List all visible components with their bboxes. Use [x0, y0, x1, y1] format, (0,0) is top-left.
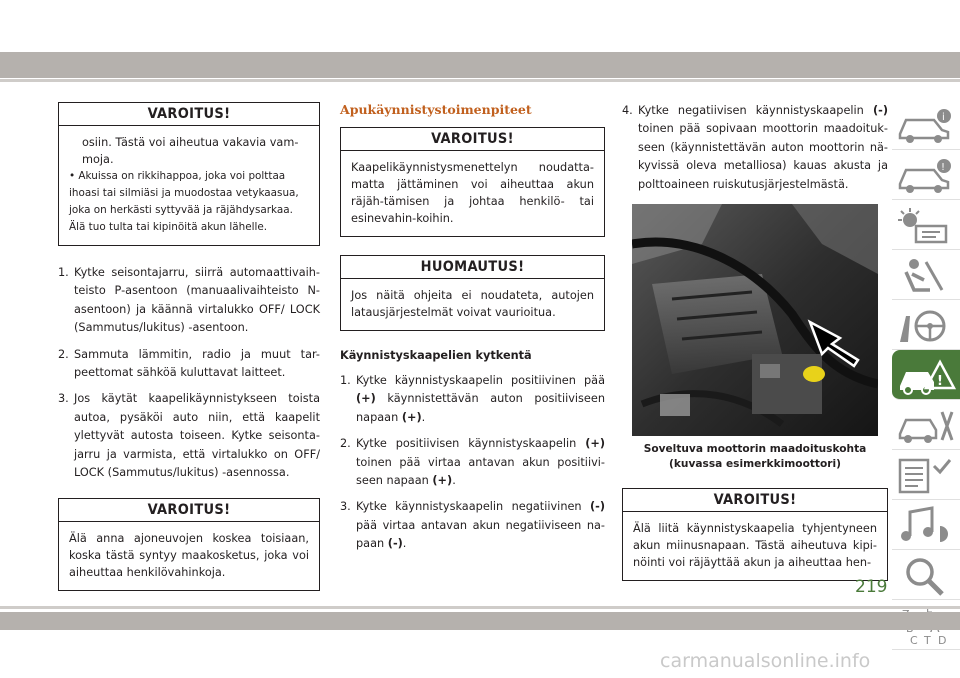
caution-text: Jos näitä ohjeita ei noudateta, autojen latausjärjestelmät voivat vaurioitua. [351, 289, 594, 319]
warning-box [622, 488, 888, 581]
steering-wrench-icon[interactable] [892, 300, 960, 350]
warning-text-line1: osiin. Tästä voi aiheutua vakavia vam- [82, 136, 299, 149]
checklist-icon[interactable] [892, 450, 960, 500]
footer-rule [0, 606, 960, 609]
list-item: 1. Kytke käynnistyskaapelin positiivinen pää (+) käynnistettävän auton positiiviseen napaan (+). [340, 374, 605, 424]
header-band [0, 52, 960, 78]
svg-text:D: D [938, 634, 947, 646]
page-number: 219 [855, 577, 888, 597]
car-service-icon[interactable] [892, 400, 960, 450]
warning-text: Älä liitä käynnistyskaapelia tyhjentyneen akun miinusnapaan. Tästä aiheutuva kipi-nöinti voi räjäyttää akun ja aiheuttaa hen- [633, 522, 877, 570]
warning-box-bottom [58, 498, 320, 591]
car-alert-icon[interactable] [892, 150, 960, 200]
warning-title: VAROITUS! [59, 103, 319, 126]
column-left [58, 102, 320, 609]
emergency-car-icon[interactable] [892, 350, 960, 400]
warning-box [340, 127, 605, 237]
watermark: carmanualsonline.info [660, 650, 871, 672]
car-info-icon[interactable] [892, 100, 960, 150]
svg-text:C: C [910, 634, 918, 646]
search-magnifier-icon[interactable] [892, 550, 960, 600]
caution-title: HUOMAUTUS! [341, 256, 604, 279]
photo-caption: Soveltuva moottorin maadoituskohta (kuvassa esimerkkimoottori) [643, 443, 867, 471]
section-heading: Apukäynnistystoimenpiteet [340, 102, 532, 117]
list-item: 3. Kytke käynnistyskaapelin negatiivinen (-) pää virtaa antavan akun negatiiviseen na-paan (-). [340, 500, 605, 551]
warning-box-top [58, 102, 320, 246]
list-item: 4. Kytke negatiivisen käynnistyskaapelin (-) toinen pää sopivaan moottorin maadoituk-seen (käynnistettävän auton moottorin nä-kyvissä oleva metalliosa) kauas akusta ja polttoaineen ruiskutusjärjestelmästä. [622, 104, 888, 191]
chapter-tabs [892, 100, 960, 650]
engine-photo-illustration [632, 204, 878, 436]
warning-bullet: • Akuissa on rikkihappoa, joka voi polttaa ihoasi tai silmiäsi ja muodostaa vetykaasua, joka on herkästi syttyvää ja räjähdysarkaa. Älä tuo tulta tai kipinöitä akun lähelle. [69, 170, 299, 233]
list-item: 2. Sammuta lämmitin, radio ja muut tar-peettomat sähköä kuluttavat laitteet. [58, 347, 320, 380]
list-item: 3. Jos käytät kaapelikäynnistykseen toista autoa, pysäköi auto niin, että kaapelit ylettyvät autosta toiseen. Kytke seisonta-jarru ja varmista, että virtalukko on OFF/ LOCK (Sammutus/lukitus) -asennossa. [58, 392, 320, 480]
warning-title: VAROITUS! [341, 128, 604, 151]
warning-text-line2: moja. [82, 153, 114, 166]
svg-text:i: i [942, 112, 945, 123]
svg-text:!: ! [937, 374, 943, 389]
light-dashboard-icon[interactable] [892, 200, 960, 250]
svg-text:T: T [924, 634, 931, 646]
footer-band [0, 612, 960, 630]
music-nav-icon[interactable] [892, 500, 960, 550]
column-middle [340, 102, 605, 562]
warning-title: VAROITUS! [59, 499, 319, 522]
warning-text: Kaapelikäynnistysmenettelyn noudatta-matta jättäminen voi aiheuttaa akun räjäh-tämisen ja johtaa henkilö- tai esinevahin-koihin. [351, 161, 594, 225]
caution-box [340, 255, 605, 331]
column-right [622, 102, 888, 599]
seat-person-icon[interactable] [892, 250, 960, 300]
warning-title: VAROITUS! [623, 489, 887, 512]
svg-text:!: ! [941, 162, 946, 173]
engine-ground-photo [632, 204, 878, 436]
list-item: 2. Kytke positiivisen käynnistyskaapelin (+) toinen pää virtaa antavan akun positiivi-seen napaan (+). [340, 437, 605, 488]
sub-heading: Käynnistyskaapelien kytkentä [340, 349, 532, 362]
header-rule [0, 79, 960, 82]
list-item: 1. Kytke seisontajarru, siirrä automaattivaih-teisto P-asentoon (manuaalivaihteisto N-asentoon) ja käännä virtalukko OFF/ LOCK (Sammutus/lukitus) -asentoon. [58, 266, 320, 335]
warning-text: Älä anna ajoneuvojen koskea toisiaan, koska tästä syntyy maakosketus, joka voi aiheuttaa henkilövahinkoja. [69, 532, 309, 580]
